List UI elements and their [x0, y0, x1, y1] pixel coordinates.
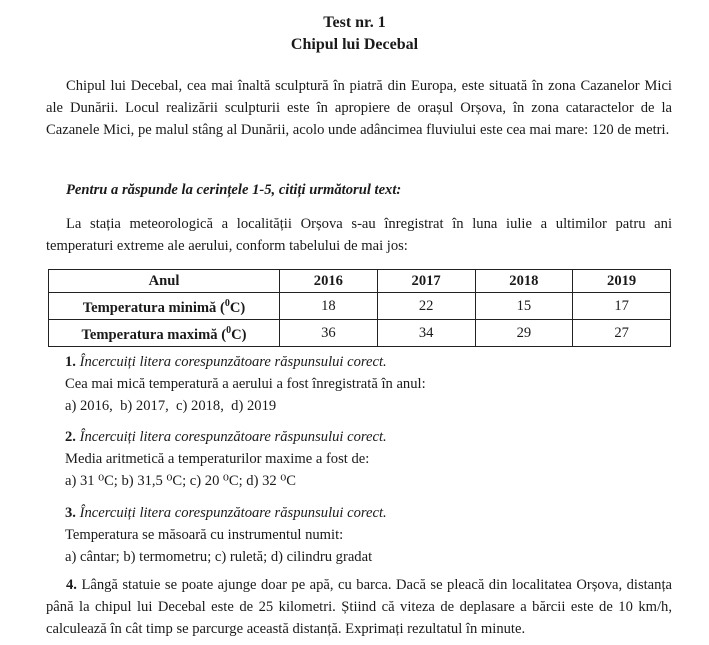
table-cell: 15 — [475, 293, 573, 320]
answer-options: a) cântar; b) termometru; c) ruletă; d) cilindru gradat — [65, 549, 373, 565]
table-header-cell: 2017 — [377, 270, 475, 293]
table-cell: 29 — [475, 319, 573, 346]
table-cell: 17 — [573, 293, 671, 320]
table-cell: 22 — [377, 293, 475, 320]
context-paragraph: La stația meteorologică a localității Orșova s-au înregistrat în luna iulie a ultimilor patru ani temperaturi extreme ale aerului, conform tabelului de mai jos: — [46, 216, 672, 254]
question-text: Lângă statuie se poate ajunge doar pe apă, cu barca. Dacă se pleacă din localitatea Orșova, distanța până la chipul lui Decebal este de 25 kilometri. Știind că viteza de deplasare a bărcii este de 10 km/h, calculează în cât timp se parcurge această distanță. Exprimați rezultatul în minute. — [46, 577, 672, 637]
question-instruction: Încercuiți litera corespunzătoare răspunsului corect. — [79, 505, 387, 521]
question-number: 3. — [65, 505, 76, 521]
intro-paragraph: Chipul lui Decebal, cea mai înaltă sculptură în piatră din Europa, este situată în zona Cazanelor Mici ale Dunării. Locul realizării sculpturii este în apropiere de orașul Orșova, în zona cataractelor de la Cazanele Mici, pe malul stâng al Dunării, acolo unde adâncimea fluviului este cea mai mare: 120 de metri. — [46, 78, 672, 138]
table-cell: 34 — [377, 319, 475, 346]
table-cell: 18 — [280, 293, 378, 320]
instruction-heading: Pentru a răspunde la cerințele 1-5, citiți următorul text: — [66, 182, 402, 198]
table-header-cell: Anul — [49, 270, 280, 293]
question-instruction: Încercuiți litera corespunzătoare răspunsului corect. — [79, 429, 387, 445]
question-instruction: Încercuiți litera corespunzătoare răspunsului corect. — [79, 354, 387, 370]
question-2 — [65, 426, 675, 492]
table-row — [49, 319, 671, 346]
question-text: Cea mai mică temperatură a aerului a fost înregistrată în anul: — [65, 376, 426, 392]
test-number: Test nr. 1 — [323, 14, 386, 31]
row-label: Temperatura minimă ($^0$C) — [49, 293, 280, 320]
row-label: Temperatura maximă ($^0$C) — [49, 319, 280, 346]
table-header-cell: 2018 — [475, 270, 573, 293]
table-header-row — [49, 270, 671, 293]
table-header-cell: 2016 — [280, 270, 378, 293]
table-cell: 36 — [280, 319, 378, 346]
answer-options: a) 2016, b) 2017, c) 2018, d) 2019 — [65, 398, 277, 414]
question-3 — [65, 502, 675, 568]
question-text: Media aritmetică a temperaturilor maxime a fost de: — [65, 451, 370, 467]
page-header — [0, 12, 709, 56]
page-title: Chipul lui Decebal — [290, 36, 419, 53]
table-cell: 27 — [573, 319, 671, 346]
temperature-table — [48, 269, 671, 347]
question-number: 2. — [65, 429, 76, 445]
degree-superscript: 0 — [224, 298, 230, 309]
question-number: 4. — [66, 577, 77, 593]
answer-options: a) 31 ⁰C; b) 31,5 ⁰C; c) 20 ⁰C; d) 32 ⁰C — [65, 473, 296, 489]
table-row — [49, 293, 671, 320]
question-1 — [65, 351, 675, 417]
question-number: 1. — [65, 354, 76, 370]
question-4 — [46, 574, 672, 640]
table-header-cell: 2019 — [573, 270, 671, 293]
question-text: Temperatura se măsoară cu instrumentul numit: — [65, 527, 344, 543]
degree-superscript: 0 — [226, 324, 232, 336]
